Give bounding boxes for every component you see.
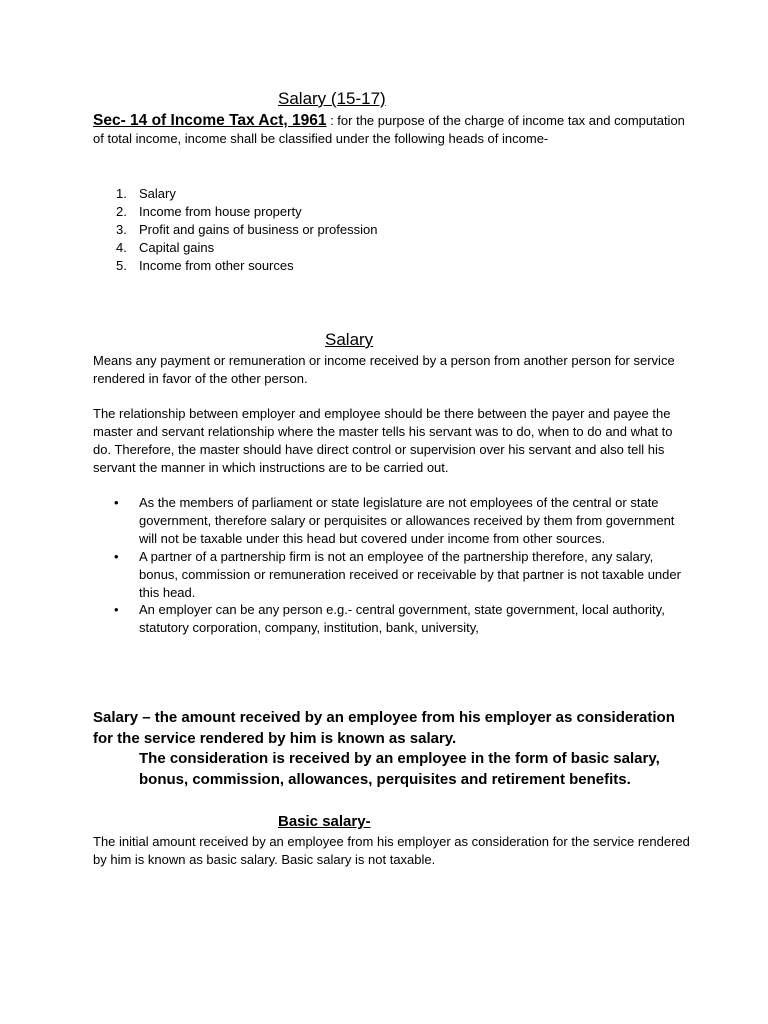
basic-salary-paragraph: The initial amount received by an employee from his employer as consideration for the service rendered by him is known as basic salary. Basic salary is not taxable.: [93, 834, 690, 867]
section-14-paragraph: [93, 112, 693, 148]
salary-heading: Salary: [325, 330, 374, 349]
list-number: 4.: [116, 239, 127, 255]
definition-line-1: Salary – the amount received by an employee from his employer as consideration for the service rendered by him is known as salary.: [93, 709, 675, 747]
list-item-label: Profit and gains of business or profession: [139, 221, 378, 237]
bullet-item: [93, 494, 683, 548]
bullet-text: As the members of parliament or state legislature are not employees of the central or state government, therefore salary or perquisites or allowances received by them from government will not be taxable under this head but covered under income from other sources.: [139, 495, 675, 546]
salary-definition-paragraph: [93, 708, 693, 790]
basic-salary-heading: Basic salary-: [278, 813, 371, 830]
heads-of-income-list: [93, 185, 377, 275]
section-heading: Sec- 14 of Income Tax Act, 1961: [93, 112, 327, 129]
list-number: 3.: [116, 221, 127, 237]
list-item: [93, 185, 377, 203]
bullet-item: [93, 601, 683, 637]
list-item: [93, 221, 377, 239]
document-title: Salary (15-17): [278, 89, 386, 108]
bullet-icon: •: [114, 602, 119, 618]
list-item-label: Salary: [139, 186, 176, 201]
list-number: 2.: [116, 203, 127, 219]
list-item: [93, 257, 377, 275]
list-number: 5.: [116, 257, 127, 273]
list-item-label: Income from other sources: [139, 257, 294, 273]
list-item-label: Capital gains: [139, 239, 215, 255]
bullet-item: [93, 548, 683, 602]
definition-line-2: The consideration is received by an employee in the form of basic salary, bonus, commission, allowances, perquisites and retirement benefits.: [139, 750, 660, 788]
notes-bullet-list: [93, 494, 683, 637]
salary-meaning-paragraph: Means any payment or remuneration or income received by a person from another person for service rendered in favor of the other person.: [93, 353, 675, 386]
bullet-icon: •: [114, 495, 119, 510]
relationship-paragraph: The relationship between employer and employee should be there between the payer and payee the master and servant relationship where the master tells his servant was to do, when to do and what to do. Therefore, the master should have direct control or supervision over his servant and also tell his servant the manner in which instructions are to be carried out.: [93, 406, 673, 475]
bullet-text: An employer can be any person e.g.- central government, state government, local authority, statutory corporation, company, institution, bank, university,: [139, 602, 665, 636]
bullet-text: A partner of a partnership firm is not an employee of the partnership therefore, any salary, bonus, commission or remuneration received or receivable by that partner is not taxable under this head.: [139, 548, 681, 600]
bullet-icon: •: [114, 548, 119, 564]
list-item: [93, 203, 377, 221]
list-number: 1.: [116, 186, 127, 201]
list-item: [93, 239, 377, 257]
section-text: : for the purpose of the charge of income tax and computation of total income, income shall be classified under the following heads of income-: [93, 113, 685, 146]
list-item-label: Income from house property: [139, 203, 302, 219]
